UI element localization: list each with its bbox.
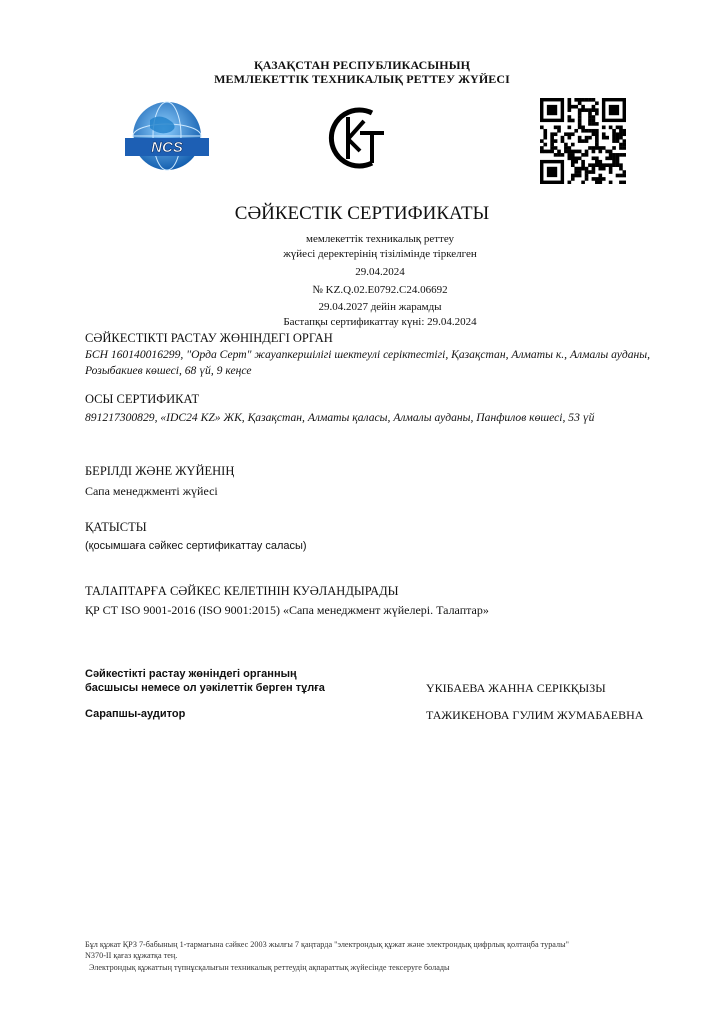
header-line-2: МЕМЛЕКЕТТІК ТЕХНИКАЛЫҚ РЕТТЕУ ЖҮЙЕСІ	[214, 72, 510, 86]
qr-code-icon	[540, 98, 626, 184]
registration-date: 29.04.2024	[355, 266, 405, 278]
body-details-line-1: БСН 160140016299, "Орда Серт" жауапкершілігі шектеулі серіктестігі, Қазақстан, Алматы к., Алмалы ауданы,	[85, 348, 651, 361]
head-label-line-1: Сәйкестікті растау жөніндегі органның	[85, 668, 297, 680]
valid-until: 29.04.2027 дейін жарамды	[318, 301, 442, 313]
ncs-logo	[122, 98, 212, 178]
certificate-number: № KZ.Q.02.E0792.C24.06692	[312, 284, 448, 296]
qr-code	[540, 98, 626, 184]
requirements-standard: ҚР СТ ISO 9001-2016 (ISO 9001:2015) «Сапа менеджмент жүйелері. Талаптар»	[85, 603, 489, 617]
registration-line-1: мемлекеттік техникалық реттеу	[306, 233, 454, 245]
kt-conformity-logo	[326, 103, 392, 173]
section-heading-body: СӘЙКЕСТІКТІ РАСТАУ ЖӨНІНДЕГІ ОРГАН	[85, 331, 333, 345]
section-heading-certificate: ОСЫ СЕРТИФИКАТ	[85, 392, 200, 406]
section-heading-regarding: ҚАТЫСТЫ	[85, 520, 147, 534]
footer-line-3: Электрондық құжаттың түпнұсқалығын техникалық реттеудің ақпараттық жүйесінде тексеруге болады	[89, 963, 450, 972]
kt-conformity-mark-icon	[326, 103, 392, 173]
section-heading-requirements: ТАЛАПТАРҒА СӘЙКЕС КЕЛЕТІНІН КУӘЛАНДЫРАДЫ	[85, 584, 399, 598]
section-heading-issued: БЕРІЛДІ ЖӘНЕ ЖҮЙЕНІҢ	[85, 464, 235, 478]
footer-line-1: Бұл құжат ҚРЗ 7-бабының 1-тармағына сәйкес 2003 жылғы 7 қаңтарда "электрондық құжат және электрондық цифрлық қолтаңба туралы"	[85, 940, 569, 949]
header-line-1: ҚАЗАҚСТАН РЕСПУБЛИКАСЫНЫҢ	[253, 58, 471, 72]
regarding-scope: (қосымшаға сәйкес сертификаттау саласы)	[85, 540, 307, 552]
ncs-logo-text: NCS	[151, 139, 183, 156]
footer-line-2: N370-II қағаз құжатқа тең.	[85, 951, 178, 960]
certificate-title: СӘЙКЕСТІК СЕРТИФИКАТЫ	[234, 203, 490, 224]
certificate-holder: 891217300829, «IDC24 KZ» ЖК, Қазақстан, Алматы қаласы, Алмалы ауданы, Панфилов көшесі, 53 үй	[85, 411, 595, 424]
body-details-line-2: Розыбакиев көшесі, 68 үй, 9 кеңсе	[85, 364, 252, 377]
globe-icon	[122, 98, 212, 178]
auditor-name: ТАЖИКЕНОВА ГУЛИМ ЖУМАБАЕВНА	[426, 708, 644, 722]
auditor-label: Сарапшы-аудитор	[85, 708, 186, 720]
head-name: ҮКІБАЕВА ЖАННА СЕРІКҚЫЗЫ	[426, 681, 606, 695]
registration-line-2: жүйесі деректерінің тізілімінде тіркелген	[283, 248, 477, 260]
initial-certification-date: Бастапқы сертификаттау күні: 29.04.2024	[283, 316, 477, 328]
issued-system: Сапа менеджменті жүйесі	[85, 484, 218, 498]
head-label-line-2: басшысы немесе ол уәкілеттік берген тұлға	[85, 682, 325, 694]
